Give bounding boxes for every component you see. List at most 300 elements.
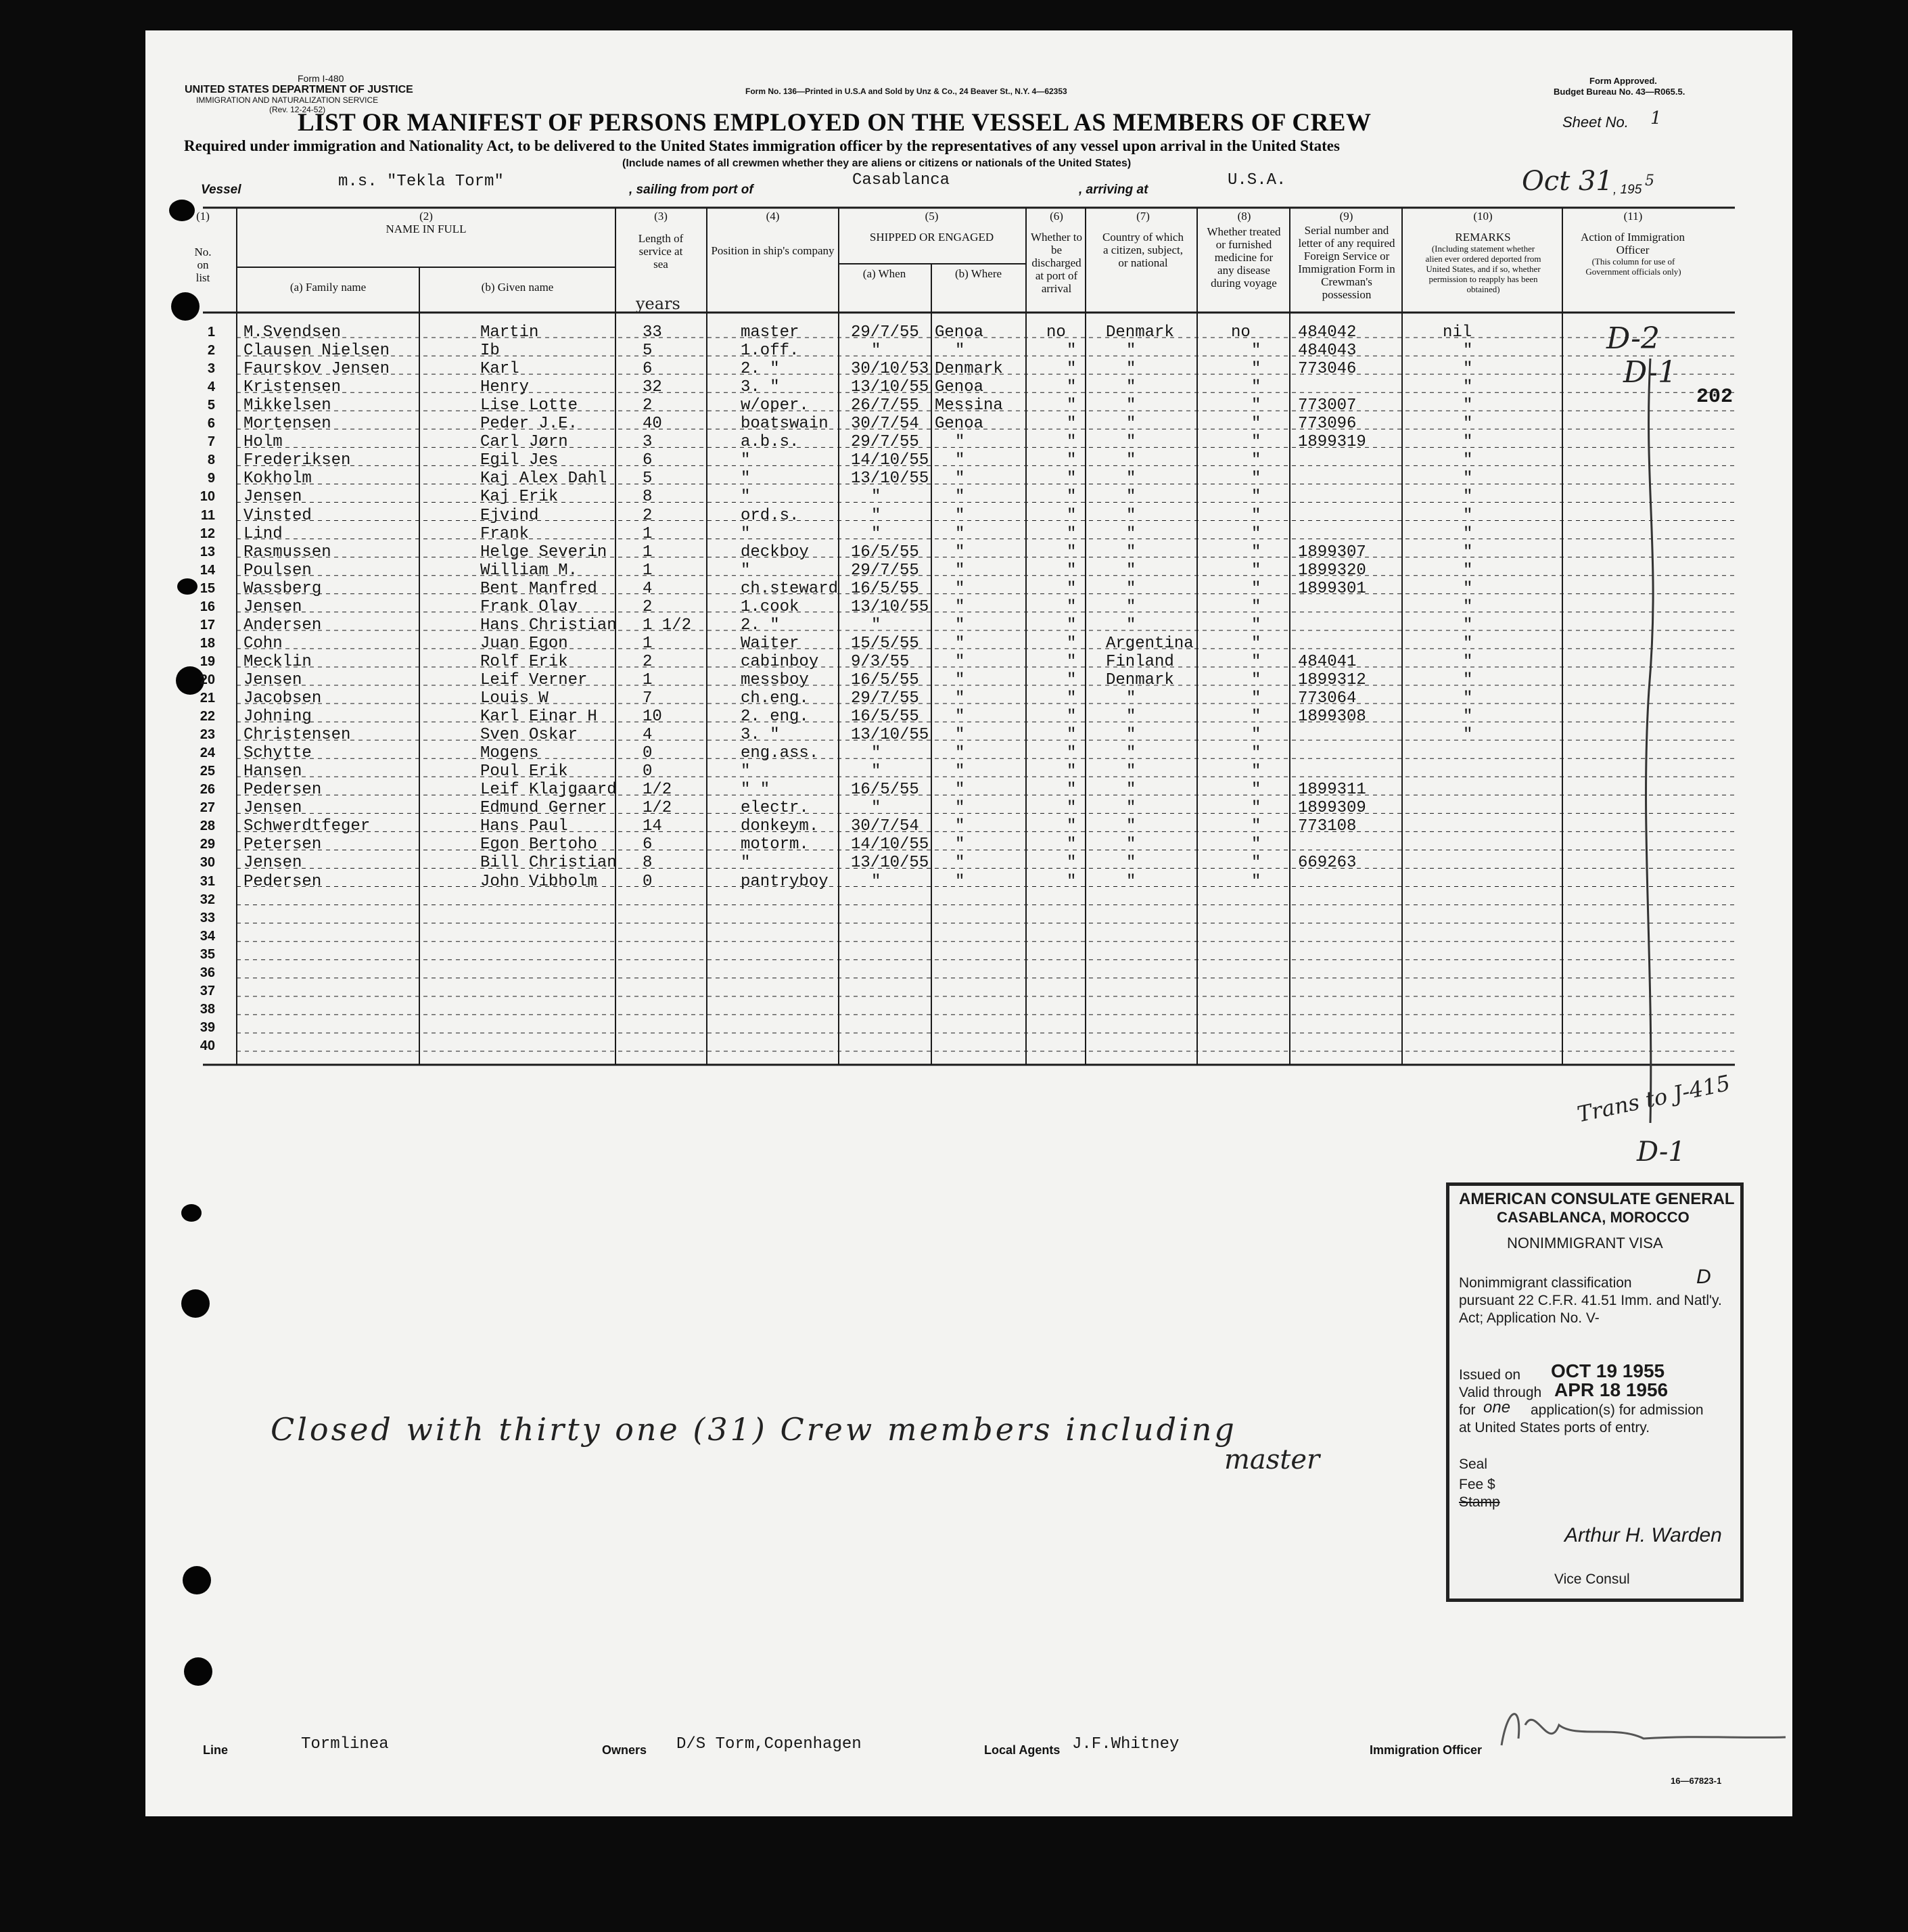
given-name-cell: Hans Christian [480,616,617,635]
stamp-for-value: one [1483,1398,1511,1417]
discharged-cell: " [1067,378,1077,397]
country-cell: " [1126,726,1136,745]
col11-sub: (This column for use of Government officials only) [1585,256,1681,277]
col1-num: (1) [196,210,210,223]
when-cell: 16/5/55 [851,579,919,598]
col1-header [183,210,223,284]
where-cell: " [955,469,965,488]
when-cell: 13/10/55 [851,469,929,488]
remarks-cell: " [1463,469,1473,488]
family-name-cell: Jensen [243,670,302,689]
when-cell: 30/7/54 [851,415,919,434]
when-cell: 13/10/55 [851,726,929,745]
medicine-cell: " [1251,872,1261,891]
medicine-cell: " [1251,360,1261,379]
footer-agents-label: Local Agents [984,1743,1061,1757]
country-cell: " [1126,506,1136,525]
row-number: 17 [200,617,215,632]
col11-header [1564,210,1702,277]
when-cell: 29/7/55 [851,561,919,580]
arrival-date: Oct 31 [1522,166,1613,197]
family-name-cell: Jensen [243,597,302,616]
position-cell: master [741,323,799,342]
where-cell: " [955,488,965,507]
serial-cell: 484043 [1298,342,1357,361]
where-cell: " [955,433,965,452]
when-cell: " [871,506,881,525]
position-cell: 2. " [741,616,780,635]
medicine-cell: " [1251,524,1261,543]
position-cell: " [741,854,751,873]
discharged-cell: " [1067,396,1077,415]
row-number: 8 [207,453,215,468]
family-name-cell: Jensen [243,799,302,818]
medicine-cell: " [1251,469,1261,488]
years-cell: 0 [643,744,653,763]
family-name-cell: Vinsted [243,506,312,525]
medicine-cell: " [1251,670,1261,689]
given-name-cell: Karl Einar H [480,708,597,727]
family-name-cell: Mecklin [243,652,312,671]
col6-label: Whether to be discharged at port of arrival [1031,231,1082,295]
discharged-cell: " [1067,670,1077,689]
remarks-cell: " [1463,378,1473,397]
years-cell: 32 [643,378,662,397]
years-cell: 0 [643,762,653,781]
stamp-for-rest: application(s) for admission [1531,1402,1704,1418]
position-cell: " " [741,781,770,800]
medicine-cell: " [1251,652,1261,671]
family-name-cell: Kokholm [243,469,312,488]
discharged-cell: " [1067,506,1077,525]
country-cell: " [1126,744,1136,763]
when-cell: " [871,524,881,543]
where-cell: " [955,854,965,873]
row-number: 2 [207,343,215,359]
serial-cell: 484041 [1298,652,1357,671]
when-cell: " [871,616,881,635]
serial-cell: 1899301 [1298,579,1366,598]
position-cell: donkeym. [741,817,819,836]
country-cell: " [1126,396,1136,415]
when-cell: 29/7/55 [851,689,919,708]
stamp-visa: NONIMMIGRANT VISA [1507,1235,1663,1251]
stamp-seal: Seal [1459,1456,1488,1472]
where-cell: " [955,652,965,671]
col4-num: (4) [766,210,780,223]
years-cell: 1 [643,670,653,689]
col9-label: Serial number and letter of any required Foreign Service or Immigration Form in Crewman's possession [1298,224,1395,301]
when-cell: " [871,799,881,818]
discharged-cell: " [1067,781,1077,800]
position-cell: eng.ass. [741,744,819,763]
years-cell: 2 [643,506,653,525]
sheet-number: 1 [1650,108,1662,129]
sailing-label: , sailing from port of [629,183,753,197]
remarks-cell: " [1463,506,1473,525]
col7-label: Country of which a citizen, subject, or national [1102,231,1184,269]
discharged-cell: " [1067,708,1077,727]
when-cell: 14/10/55 [851,835,929,854]
years-cell: 6 [643,360,653,379]
position-cell: a.b.s. [741,433,799,452]
where-cell: " [955,634,965,653]
position-cell: ord.s. [741,506,799,525]
country-cell: " [1126,524,1136,543]
row-number: 37 [200,983,215,998]
years-cell: 6 [643,451,653,470]
row-number: 5 [207,398,215,413]
year-digit: 5 [1645,172,1654,189]
col4-header [707,210,839,257]
col9-header [1290,210,1402,301]
position-cell: deckboy [741,543,809,561]
serial-cell: 773046 [1298,360,1357,379]
remarks-cell: " [1463,415,1473,434]
row-number: 23 [200,727,215,743]
country-cell: " [1126,342,1136,361]
stamp-fee: Fee $ [1459,1477,1495,1492]
col2-num: (2) [419,210,433,223]
officer-signature [1495,1698,1792,1759]
family-name-cell: Mikkelsen [243,396,331,415]
discharged-cell: " [1067,579,1077,598]
given-name-cell: Frank [480,524,530,543]
discharged-cell: " [1067,488,1077,507]
when-cell: 29/7/55 [851,433,919,452]
given-name-cell: Karl [480,360,519,379]
medicine-cell: " [1251,342,1261,361]
years-cell: 40 [643,415,662,434]
where-cell: " [955,835,965,854]
discharged-cell: " [1067,762,1077,781]
given-name-cell: Mogens [480,744,539,763]
years-cell: 7 [643,689,653,708]
years-cell: 1/2 [643,781,672,800]
years-cell: 33 [643,323,662,342]
discharged-cell: " [1067,835,1077,854]
punch-hole [183,1566,211,1594]
remarks-cell: " [1463,652,1473,671]
medicine-cell: " [1251,561,1261,580]
family-name-cell: Johning [243,708,312,727]
country-cell: " [1126,781,1136,800]
years-cell: 4 [643,579,653,598]
serial-cell: 669263 [1298,854,1357,873]
revision: (Rev. 12-24-52) [269,105,326,114]
stamp-class-value: D [1696,1266,1711,1288]
medicine-cell: " [1251,799,1261,818]
footer-line: Tormlinea [301,1735,389,1753]
given-name-cell: Kaj Erik [480,488,559,507]
col10-label: REMARKS [1455,231,1511,244]
col2-label: NAME IN FULL [386,223,467,235]
discharged-cell: " [1067,616,1077,635]
country-cell: " [1126,872,1136,891]
years-cell: 8 [643,854,653,873]
country-cell: " [1126,817,1136,836]
when-cell: 13/10/55 [851,597,929,616]
row-number: 28 [200,819,215,834]
remarks-cell: " [1463,360,1473,379]
where-cell: " [955,670,965,689]
given-name-cell: Juan Egon [480,634,568,653]
given-name-cell: Frank Olav [480,597,578,616]
row-number: 13 [200,544,215,559]
discharged-cell: " [1067,451,1077,470]
where-cell: Genoa [935,378,984,397]
where-cell: " [955,689,965,708]
when-cell: 26/7/55 [851,396,919,415]
stamp-consul: Vice Consul [1554,1571,1630,1587]
punch-hole [184,1657,212,1686]
medicine-cell: " [1251,634,1261,653]
serial-cell: 773007 [1298,396,1357,415]
col11-label: Action of Immigration Officer [1581,231,1685,256]
country-cell: Denmark [1106,670,1174,689]
col10-header [1403,210,1562,294]
stamp-for-label: for [1459,1402,1476,1418]
medicine-cell: " [1251,506,1261,525]
stamp-title-1: AMERICAN CONSULATE GENERAL [1459,1190,1735,1208]
medicine-cell: " [1251,378,1261,397]
medicine-cell: " [1251,762,1261,781]
col10-num: (10) [1473,210,1493,223]
remarks-cell: " [1463,597,1473,616]
medicine-cell: " [1251,543,1261,561]
where-cell: " [955,872,965,891]
row-number: 7 [207,434,215,450]
remarks-cell: " [1463,396,1473,415]
footer-agents: J.F.Whitney [1072,1735,1180,1753]
stamp-valid-label: Valid through [1459,1385,1542,1400]
col6-header [1027,210,1086,295]
given-name-cell: Martin [480,323,539,342]
discharged-cell: " [1067,689,1077,708]
when-cell: " [871,872,881,891]
officer-mark-d1: D-1 [1623,355,1677,390]
where-cell: Denmark [935,360,1003,379]
row-number: 6 [207,416,215,432]
remarks-cell: " [1463,543,1473,561]
country-cell: " [1126,360,1136,379]
medicine-cell: " [1251,451,1261,470]
given-name-cell: Henry [480,378,530,397]
row-number: 40 [200,1038,215,1053]
country-cell: " [1126,762,1136,781]
col7-header [1089,210,1197,269]
country-cell: " [1126,689,1136,708]
footer-line-label: Line [203,1743,229,1757]
vessel-label: Vessel [201,183,241,197]
col5-num: (5) [925,210,939,223]
vessel-name: m.s. "Tekla Torm" [338,172,504,191]
row-number: 34 [200,928,215,944]
remarks-cell: " [1463,708,1473,727]
col8-num: (8) [1237,210,1251,223]
position-cell: boatswain [741,415,829,434]
row-number: 15 [200,580,215,596]
given-name-cell: Louis W [480,689,549,708]
years-cell: 5 [643,342,653,361]
years-cell: 8 [643,488,653,507]
given-name-cell: Rolf Erik [480,652,568,671]
remarks-cell: " [1463,488,1473,507]
row-number: 30 [200,855,215,871]
years-cell: 2 [643,396,653,415]
country-cell: " [1126,415,1136,434]
where-cell: " [955,597,965,616]
punch-hole [171,292,200,321]
family-name-cell: Cohn [243,634,283,653]
where-cell: " [955,543,965,561]
family-name-cell: Faurskov Jensen [243,360,390,379]
include-note: (Include names of all crewmen whether they are aliens or citizens or nationals of the United States) [622,158,1132,169]
row-number: 20 [200,672,215,687]
position-cell: 3. " [741,726,780,745]
position-cell: pantryboy [741,872,829,891]
country-cell: " [1126,799,1136,818]
where-cell: " [955,561,965,580]
when-cell: 13/10/55 [851,378,929,397]
col2a-header: (a) Family name [289,281,367,294]
discharged-cell: " [1067,543,1077,561]
given-name-cell: Lise Lotte [480,396,578,415]
budget-bureau: Budget Bureau No. 43—R065.5. [1554,87,1685,97]
family-name-cell: Kristensen [243,378,342,397]
stamp-pursuant: pursuant 22 C.F.R. 41.51 Imm. and Natl'y. [1459,1293,1722,1308]
position-cell: ch.eng. [741,689,809,708]
row-number: 3 [207,361,215,377]
position-cell: messboy [741,670,809,689]
remarks-cell: " [1463,670,1473,689]
country-cell: " [1126,616,1136,635]
years-cell: 2 [643,652,653,671]
stamp-at-us: at United States ports of entry. [1459,1420,1650,1435]
given-name-cell: Egil Jes [480,451,559,470]
when-cell: " [871,744,881,763]
given-name-cell: Peder J.E. [480,415,578,434]
form-number: Form I-480 [298,73,344,84]
medicine-cell: " [1251,726,1261,745]
col8-label: Whether treated or furnished medicine for any disease during voyage [1207,225,1281,290]
years-cell: 4 [643,726,653,745]
medicine-cell: " [1251,708,1261,727]
col9-num: (9) [1339,210,1353,223]
closing-note: Closed with thirty one (31) Crew members including [271,1411,1237,1448]
footer-officer-label: Immigration Officer [1370,1743,1483,1757]
family-name-cell: M.Svendsen [243,323,342,342]
medicine-cell: " [1251,597,1261,616]
given-name-cell: Kaj Alex Dahl [480,469,607,488]
when-cell: 13/10/55 [851,854,929,873]
serial-cell: 1899312 [1298,670,1366,689]
punch-hole [181,1289,210,1318]
country-cell: " [1126,469,1136,488]
row-number: 19 [200,653,215,669]
country-cell: " [1126,543,1136,561]
where-cell: " [955,451,965,470]
row-number: 21 [200,691,215,706]
where-cell: " [955,799,965,818]
given-name-cell: William M. [480,561,578,580]
remarks-cell: " [1463,561,1473,580]
when-cell: 29/7/55 [851,323,919,342]
family-name-cell: Schwerdtfeger [243,817,371,836]
family-name-cell: Pedersen [243,872,322,891]
position-cell: " [741,488,751,507]
subtitle: Required under immigration and Nationality Act, to be delivered to the United States immigration officer by the representatives of any vessel upon arrival in the United States [184,137,1340,154]
when-cell: 14/10/55 [851,451,929,470]
family-name-cell: Jensen [243,854,302,873]
position-cell: " [741,561,751,580]
family-name-cell: Holm [243,433,283,452]
sheet-label: Sheet No. [1562,114,1629,131]
medicine-cell: " [1251,854,1261,873]
years-cell: 1 [643,524,653,543]
given-name-cell: Leif Verner [480,670,588,689]
discharged-cell: " [1067,415,1077,434]
remarks-cell: " [1463,579,1473,598]
officer-mark-d2: D-2 [1606,321,1660,356]
position-cell: " [741,762,751,781]
row-number: 33 [200,910,215,925]
row-number: 38 [200,1001,215,1017]
given-name-cell: Bent Manfred [480,579,597,598]
serial-cell: 1899320 [1298,561,1366,580]
remarks-cell: " [1463,689,1473,708]
col2b-header: (b) Given name [481,281,554,294]
serial-cell: 1899319 [1298,433,1366,452]
medicine-cell: " [1251,835,1261,854]
row-number: 12 [200,526,215,541]
row-number: 31 [200,873,215,889]
given-name-cell: John Vibholm [480,872,597,891]
footer-owners: D/S Torm,Copenhagen [676,1735,862,1753]
family-name-cell: Clausen Nielsen [243,342,390,361]
country-cell: " [1126,597,1136,616]
stamp-title-2: CASABLANCA, MOROCCO [1497,1209,1690,1226]
given-name-cell: Egon Bertoho [480,835,597,854]
when-cell: 15/5/55 [851,634,919,653]
discharged-cell: " [1067,634,1077,653]
punch-hole [181,1204,202,1222]
position-cell: " [741,524,751,543]
position-cell: 2. " [741,360,780,379]
row-number: 39 [200,1019,215,1035]
position-cell: ch.steward [741,579,839,598]
row-number: 32 [200,892,215,907]
discharged-cell: " [1067,342,1077,361]
stamp-signature: Arthur H. Warden [1564,1524,1722,1546]
medicine-cell: " [1251,433,1261,452]
serial-cell: 1899309 [1298,799,1366,818]
col8-header [1199,210,1290,290]
row-number: 4 [207,380,215,395]
years-cell: 1 1/2 [643,616,692,635]
stamp-valid: APR 18 1956 [1554,1379,1669,1400]
row-number: 29 [200,837,215,852]
where-cell: " [955,524,965,543]
position-cell: w/oper. [741,396,809,415]
stamp-issued-label: Issued on [1459,1367,1521,1383]
country-cell: " [1126,854,1136,873]
position-cell: 3. " [741,378,780,397]
years-cell: 3 [643,433,653,452]
country-cell: Finland [1106,652,1174,671]
printer-line: Form No. 136—Printed in U.S.A and Sold by Unz & Co., 24 Beaver St., N.Y. 4—62353 [745,87,1067,96]
remarks-cell: " [1463,342,1473,361]
